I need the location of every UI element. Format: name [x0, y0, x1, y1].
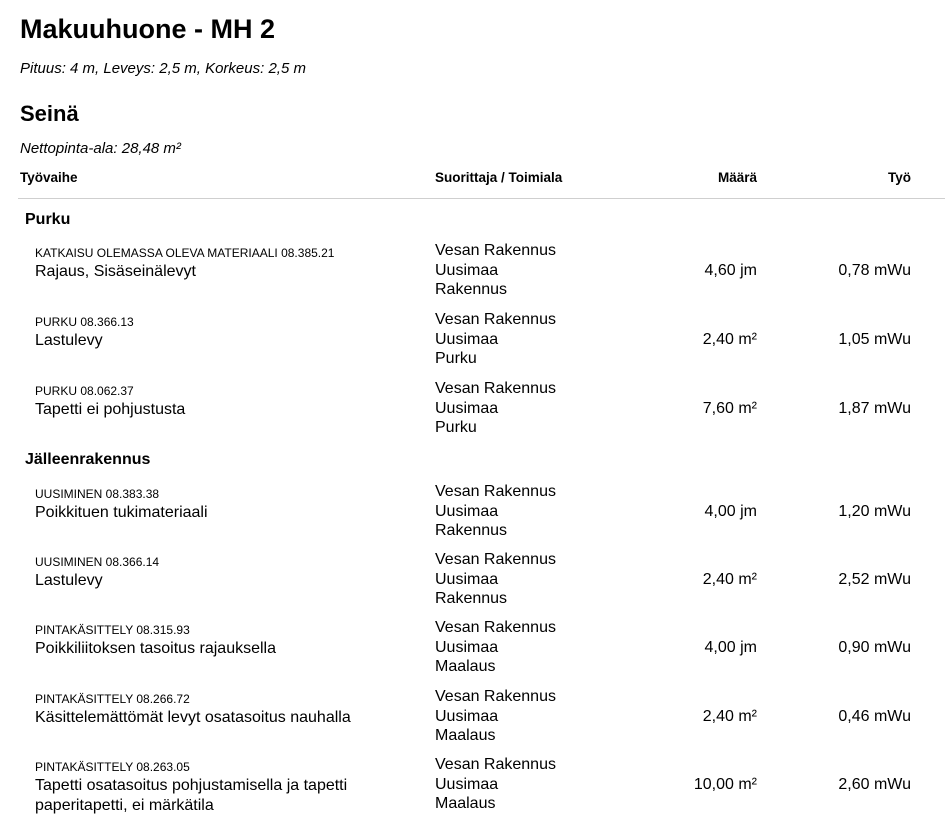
table-row: [0, 547, 945, 613]
row-work: 1,87 mWu: [838, 400, 911, 417]
row-quantity: 2,40 m²: [702, 708, 757, 725]
table-row: [0, 684, 945, 750]
performer-region: Uusimaa: [435, 261, 499, 279]
row-code: PINTAKÄSITTELY 08.266.72: [35, 692, 190, 706]
row-code: UUSIMINEN 08.383.38: [35, 487, 160, 501]
room-dimensions: Pituus: 4 m, Leveys: 2,5 m, Korkeus: 2,5 m: [20, 60, 306, 77]
performer-trade: Rakennus: [435, 522, 508, 540]
row-work: 0,78 mWu: [838, 262, 911, 279]
row-quantity: 4,00 jm: [704, 503, 757, 520]
performer-trade: Rakennus: [435, 590, 508, 608]
row-code: PURKU 08.062.37: [35, 384, 134, 398]
performer-trade: Purku: [435, 350, 477, 368]
row-performer: [435, 482, 556, 541]
row-code: UUSIMINEN 08.366.14: [35, 555, 160, 569]
row-description: Tapetti ei pohjustusta: [35, 401, 186, 418]
column-header-work: Työ: [888, 170, 911, 185]
row-performer: [435, 241, 556, 300]
section-title: Seinä: [20, 101, 79, 126]
performer-trade: Purku: [435, 419, 477, 437]
row-work: 2,52 mWu: [838, 571, 911, 588]
row-description: Lastulevy: [35, 332, 103, 349]
row-description: Käsittelemättömät levyt osatasoitus nauhalla: [35, 709, 351, 726]
performer-name: Vesan Rakennus: [435, 551, 556, 568]
row-code: PINTAKÄSITTELY 08.315.93: [35, 623, 190, 637]
row-work: 1,20 mWu: [838, 503, 911, 520]
group-title-reconstruction: Jälleenrakennus: [25, 451, 151, 468]
row-work: 0,46 mWu: [838, 708, 911, 725]
performer-trade: Maalaus: [435, 795, 496, 813]
table-row: [0, 307, 945, 373]
net-area: Nettopinta-ala: 28,48 m²: [20, 140, 181, 157]
performer-region: Uusimaa: [435, 330, 499, 348]
performer-name: Vesan Rakennus: [435, 688, 556, 705]
performer-region: Uusimaa: [435, 399, 499, 417]
performer-name: Vesan Rakennus: [435, 311, 556, 328]
row-description: Rajaus, Sisäseinälevyt: [35, 263, 196, 280]
performer-name: Vesan Rakennus: [435, 242, 556, 259]
table-row: [0, 376, 945, 442]
row-quantity: 4,00 jm: [704, 639, 757, 656]
row-work: 1,05 mWu: [838, 331, 911, 348]
row-description: Poikkituen tukimateriaali: [35, 504, 208, 521]
row-code: PINTAKÄSITTELY 08.263.05: [35, 760, 190, 774]
header-divider: [18, 198, 945, 199]
row-quantity: 7,60 m²: [702, 400, 757, 417]
performer-name: Vesan Rakennus: [435, 380, 556, 397]
column-header-performer: Suorittaja / Toimiala: [435, 170, 563, 185]
performer-region: Uusimaa: [435, 707, 499, 725]
row-quantity: 2,40 m²: [702, 331, 757, 348]
performer-region: Uusimaa: [435, 502, 499, 520]
row-performer: [435, 618, 556, 677]
performer-region: Uusimaa: [435, 638, 499, 656]
row-work: 0,90 mWu: [838, 639, 911, 656]
row-description: Tapetti osatasoitus pohjustamisella ja tapetti paperitapetti, ei märkätila: [35, 777, 348, 814]
row-description: Lastulevy: [35, 572, 103, 589]
performer-trade: Maalaus: [435, 658, 496, 676]
room-title: Makuuhuone - MH 2: [20, 14, 275, 44]
performer-trade: Rakennus: [435, 281, 508, 299]
group-title-demolition: Purku: [25, 211, 71, 228]
table-row: [0, 238, 945, 304]
row-performer: [435, 687, 556, 746]
performer-region: Uusimaa: [435, 570, 499, 588]
performer-name: Vesan Rakennus: [435, 483, 556, 500]
row-description: Poikkiliitoksen tasoitus rajauksella: [35, 640, 276, 657]
performer-trade: Maalaus: [435, 727, 496, 745]
table-row: [0, 752, 945, 818]
row-code: PURKU 08.366.13: [35, 315, 134, 329]
performer-name: Vesan Rakennus: [435, 619, 556, 636]
table-row: [0, 615, 945, 681]
row-quantity: 4,60 jm: [704, 262, 757, 279]
row-performer: [435, 755, 556, 814]
performer-region: Uusimaa: [435, 775, 499, 793]
row-quantity: 2,40 m²: [702, 571, 757, 588]
table-row: [0, 479, 945, 545]
row-code: KATKAISU OLEMASSA OLEVA MATERIAALI 08.385.21: [35, 246, 335, 260]
row-performer: [435, 550, 556, 609]
column-header-phase: Työvaihe: [20, 170, 78, 185]
row-performer: [435, 379, 556, 438]
column-header-quantity: Määrä: [717, 170, 757, 185]
performer-name: Vesan Rakennus: [435, 756, 556, 773]
row-performer: [435, 310, 556, 369]
row-quantity: 10,00 m²: [693, 776, 757, 793]
row-work: 2,60 mWu: [838, 776, 911, 793]
